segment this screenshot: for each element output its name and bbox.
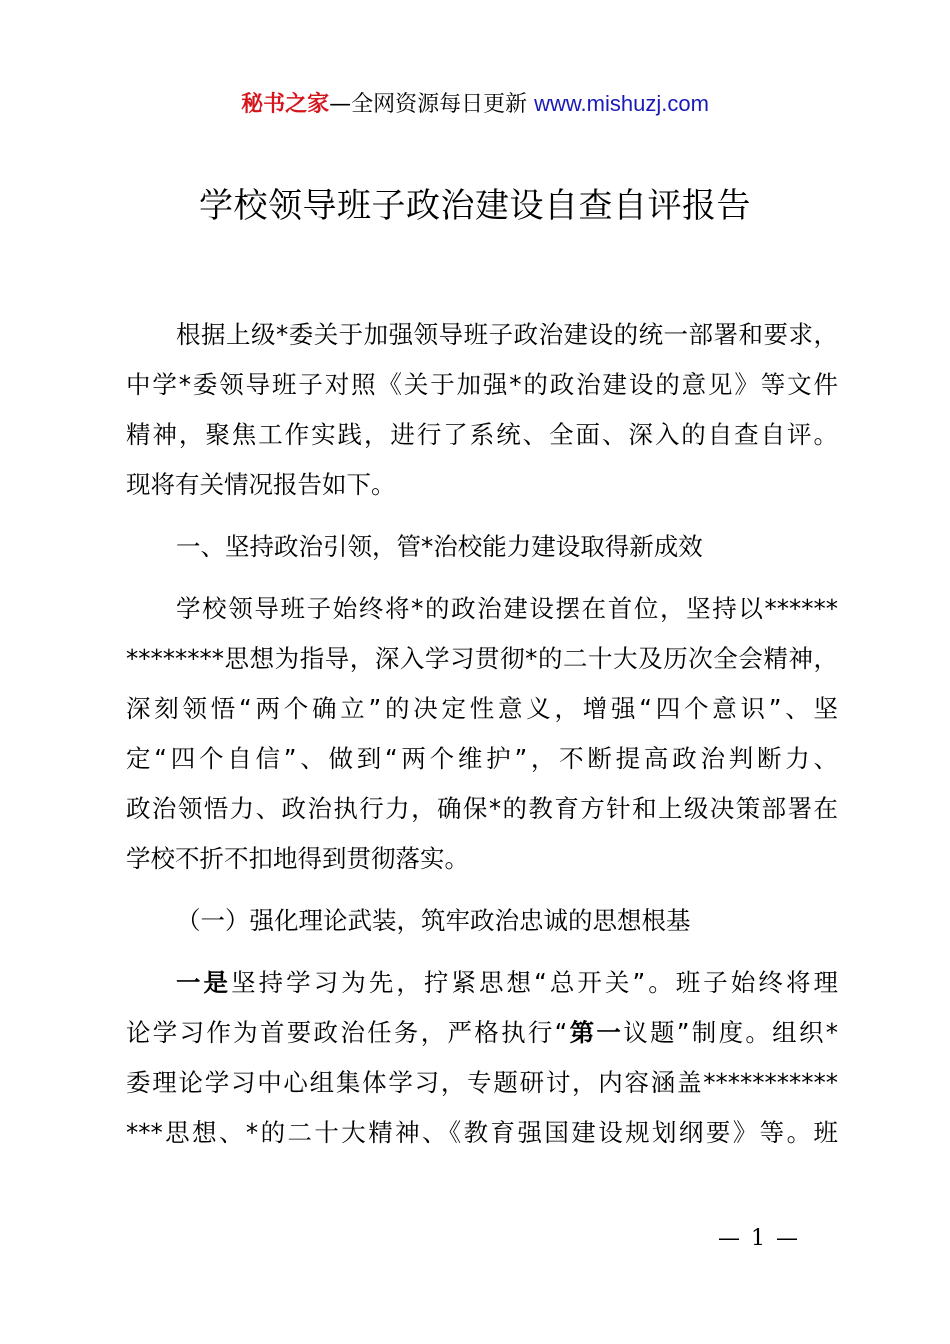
paragraph-line: 根据上级*委关于加强领导班子政治建设的统一部署和要求，	[176, 320, 838, 349]
subsection-heading: （一）强化理论武装，筑牢政治忠诚的思想根基	[176, 906, 691, 935]
paragraph-line: 委理论学习中心组集体学习，专题研讨，内容涵盖***********	[126, 1068, 838, 1097]
site-header	[0, 88, 950, 121]
brand-name: 秘书之家	[241, 92, 330, 117]
paragraph-line: 精神，聚焦工作实践，进行了系统、全面、深入的自查自评。	[126, 420, 838, 449]
point-text: 坚持学习为先，拧紧思想“总开关”。班子始终将理	[231, 968, 838, 997]
paragraph-line: ***思想、*的二十大精神、《教育强国建设规划纲要》等。班	[126, 1118, 838, 1147]
header-tagline: —全网资源每日更新	[329, 92, 535, 117]
paragraph-line	[126, 1008, 838, 1058]
page-number: — 1 —	[718, 1226, 800, 1251]
paragraph-line: 学校领导班子始终将*的政治建设摆在首位，坚持以******	[176, 594, 838, 623]
section-paragraph	[126, 584, 838, 884]
paragraph-line: 定“四个自信”、做到“两个维护”，不断提高政治判断力、	[126, 744, 838, 773]
section-heading: 一、坚持政治引领，管*治校能力建设取得新成效	[176, 532, 703, 561]
paragraph-line: 政治领悟力、政治执行力，确保*的教育方针和上级决策部署在	[126, 794, 838, 823]
point-text: 议题”制度。组织*	[623, 1018, 838, 1047]
paragraph-line: 中学*委领导班子对照《关于加强*的政治建设的意见》等文件	[126, 370, 838, 399]
document-body	[126, 310, 838, 1158]
point-lead: 一是	[176, 968, 232, 997]
paragraph-line: ********思想为指导，深入学习贯彻*的二十大及历次全会精神，	[126, 644, 838, 673]
document-title: 学校领导班子政治建设自查自评报告	[199, 186, 751, 226]
point-paragraph	[126, 958, 838, 1158]
point-text: 论学习作为首要政治任务，严格执行“	[126, 1018, 568, 1047]
website-link[interactable]: www.mishuzj.com	[534, 91, 709, 116]
paragraph-line: 现将有关情况报告如下。	[126, 470, 396, 499]
emphasis-text: 第一	[567, 1018, 624, 1047]
paragraph-line: 学校不折不扣地得到贯彻落实。	[126, 844, 469, 873]
paragraph-line	[126, 958, 838, 1008]
intro-paragraph	[126, 310, 838, 510]
paragraph-line: 深刻领悟“两个确立”的决定性意义，增强“四个意识”、坚	[126, 694, 838, 723]
